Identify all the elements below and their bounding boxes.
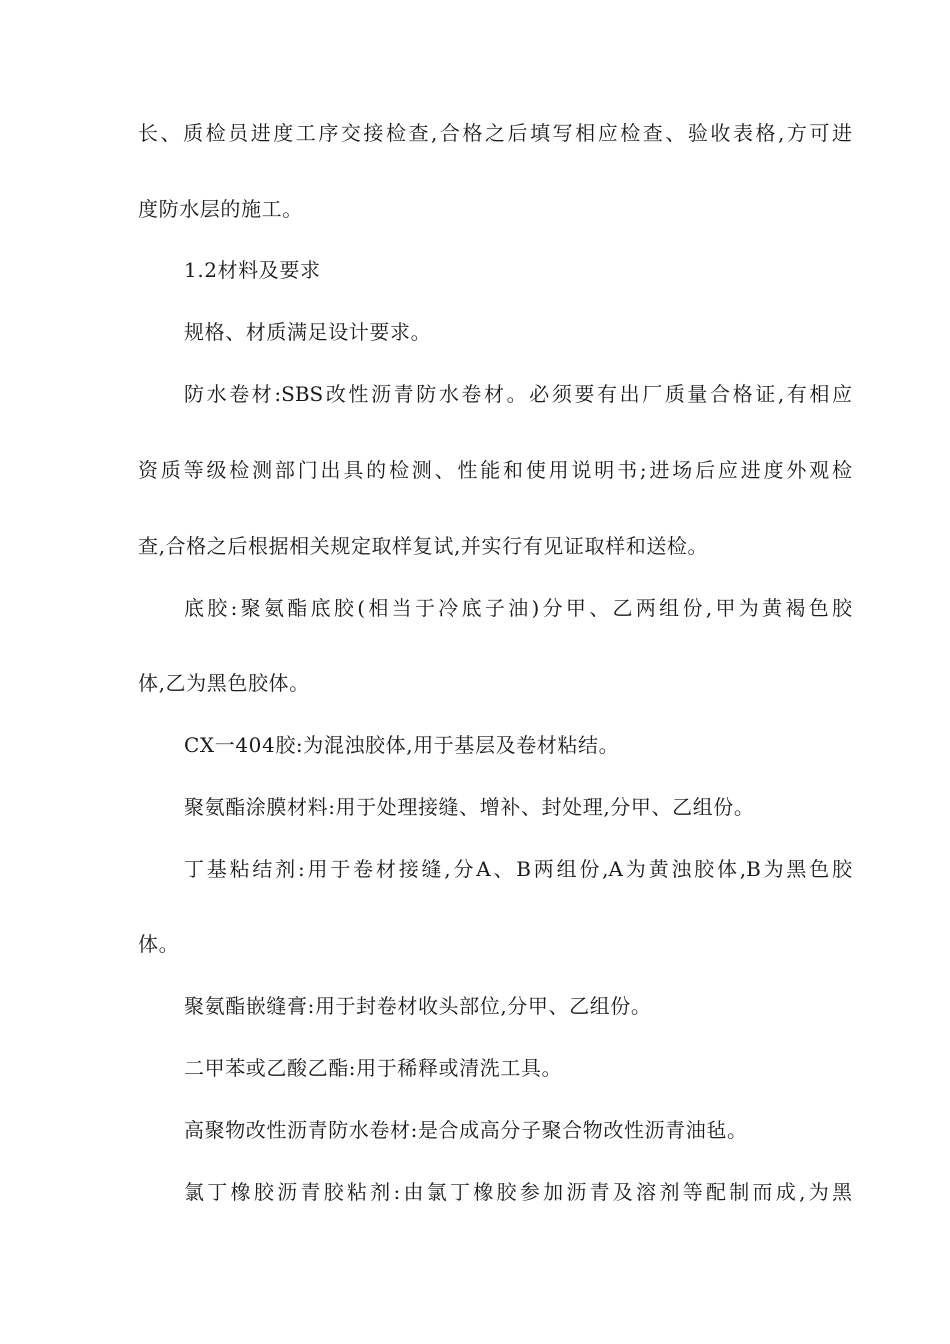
paragraph-line: 查,合格之后根据相关规定取样复试,并实行有见证取样和送检。 xyxy=(138,534,709,558)
paragraph-line: 底胶:聚氨酯底胶(相当于冷底子油)分甲、乙两组份,甲为黄褐色胶 xyxy=(184,596,852,620)
paragraph-line: 长、质检员进度工序交接检查,合格之后填写相应检查、验收表格,方可进 xyxy=(138,121,852,145)
paragraph-line: CX一404胶:为混浊胶体,用于基层及卷材粘结。 xyxy=(184,733,620,757)
paragraph-line: 度防水层的施工。 xyxy=(138,197,303,221)
paragraph-line: 体。 xyxy=(138,932,180,956)
paragraph-line: 体,乙为黑色胶体。 xyxy=(138,671,310,695)
paragraph-line: 防水卷材:SBS改性沥青防水卷材。必须要有出厂质量合格证,有相应 xyxy=(184,382,852,406)
paragraph-line: 规格、材质满足设计要求。 xyxy=(184,320,432,344)
paragraph-line: 氯丁橡胶沥青胶粘剂:由氯丁橡胶参加沥青及溶剂等配制而成,为黑 xyxy=(184,1180,852,1204)
section-heading: 1.2材料及要求 xyxy=(184,258,321,282)
paragraph-line: 二甲苯或乙酸乙酯:用于稀释或清洗工具。 xyxy=(184,1056,563,1080)
paragraph-line: 丁基粘结剂:用于卷材接缝,分A、B两组份,A为黄浊胶体,B为黑色胶 xyxy=(184,857,852,881)
paragraph-line: 聚氨酯嵌缝膏:用于封卷材收头部位,分甲、乙组份。 xyxy=(184,994,652,1018)
paragraph-line: 资质等级检测部门出具的检测、性能和使用说明书;进场后应进度外观检 xyxy=(138,458,852,482)
paragraph-line: 高聚物改性沥青防水卷材:是合成高分子聚合物改性沥青油毡。 xyxy=(184,1118,748,1142)
paragraph-line: 聚氨酯涂膜材料:用于处理接缝、增补、封处理,分甲、乙组份。 xyxy=(184,795,755,819)
